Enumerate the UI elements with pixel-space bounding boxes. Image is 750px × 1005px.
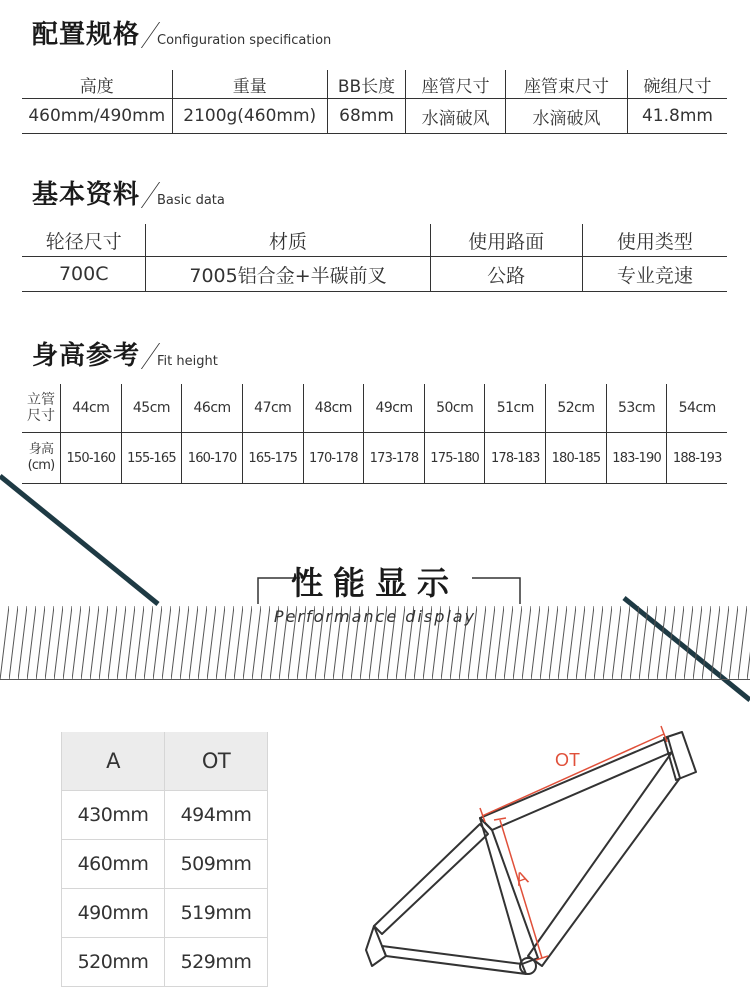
basic-value-cell: 专业竞速	[582, 257, 727, 292]
height-cell: 173-178	[364, 433, 425, 484]
ot-measure	[480, 726, 667, 822]
size-cell: 51cm	[485, 384, 546, 433]
frame-cell: 490mm	[62, 889, 165, 938]
height-cell: 165-175	[242, 433, 303, 484]
height-title-en: Fit height	[157, 354, 218, 369]
config-header-cell: 碗组尺寸	[627, 70, 727, 99]
frame-cell: 494mm	[165, 791, 268, 840]
config-value-cell: 2100g(460mm)	[172, 99, 327, 134]
basic-title-en: Basic data	[157, 193, 225, 208]
config-value-cell: 41.8mm	[627, 99, 727, 134]
frame-cell: 529mm	[165, 938, 268, 987]
height-cell: 155-165	[121, 433, 182, 484]
frame-outline	[366, 732, 696, 974]
height-cell: 180-185	[546, 433, 607, 484]
size-cell: 46cm	[182, 384, 243, 433]
config-header-cell: 座管尺寸	[406, 70, 506, 99]
height-label-line2: (cm)	[27, 458, 55, 473]
size-label-line2: 尺寸	[27, 408, 55, 424]
size-cell: 52cm	[546, 384, 607, 433]
height-cell: 178-183	[485, 433, 546, 484]
ot-label: OT	[555, 750, 580, 770]
frame-row	[62, 938, 268, 987]
config-title-en: Configuration specification	[157, 33, 332, 48]
config-header-cell: 重量	[172, 70, 327, 99]
config-value-cell: 68mm	[327, 99, 405, 134]
size-label-line1: 立管	[27, 392, 55, 408]
a-label: A	[512, 866, 531, 890]
config-header-cell: 座管束尺寸	[506, 70, 628, 99]
config-value-cell: 水滴破风	[406, 99, 506, 134]
size-cell: 53cm	[606, 384, 667, 433]
frame-row	[62, 889, 268, 938]
config-value-cell: 水滴破风	[506, 99, 628, 134]
basic-header-cell: 使用类型	[582, 224, 727, 257]
frame-header-row	[62, 732, 268, 791]
size-cell: 44cm	[61, 384, 122, 433]
config-title-zh: 配置规格	[32, 20, 141, 50]
basic-header-cell: 材质	[146, 224, 430, 257]
config-header-cell: BB长度	[327, 70, 405, 99]
height-title-zh: 身高参考	[32, 341, 141, 371]
bike-frame-diagram	[330, 720, 730, 1005]
height-cell: 160-170	[182, 433, 243, 484]
frame-row	[62, 840, 268, 889]
config-header-cell: 高度	[22, 70, 172, 99]
performance-title-en: Performance display	[273, 607, 477, 626]
frame-cell: 430mm	[62, 791, 165, 840]
frame-cell: 509mm	[165, 840, 268, 889]
size-cell: 54cm	[667, 384, 727, 433]
size-cell: 49cm	[364, 384, 425, 433]
height-cell: 175-180	[424, 433, 485, 484]
size-cell: 48cm	[303, 384, 364, 433]
height-cell: 188-193	[667, 433, 727, 484]
performance-title-zh: 性能显示	[290, 564, 459, 602]
height-cell: 183-190	[606, 433, 667, 484]
basic-value-cell: 700C	[22, 257, 146, 292]
frame-size-table	[61, 732, 268, 987]
size-cell: 45cm	[121, 384, 182, 433]
basic-value-cell: 公路	[430, 257, 582, 292]
frame-cell: 460mm	[62, 840, 165, 889]
basic-value-cell: 7005铝合金+半碳前叉	[146, 257, 430, 292]
size-cell: 50cm	[424, 384, 485, 433]
frame-cell: 520mm	[62, 938, 165, 987]
config-value-cell: 460mm/490mm	[22, 99, 172, 134]
frame-header-cell: A	[62, 732, 165, 791]
height-cell: 150-160	[61, 433, 122, 484]
height-label-line1: 身高	[28, 442, 54, 457]
basic-header-cell: 轮径尺寸	[22, 224, 146, 257]
basic-header-cell: 使用路面	[430, 224, 582, 257]
basic-title-zh: 基本资料	[32, 180, 141, 210]
frame-header-cell: OT	[165, 732, 268, 791]
frame-row	[62, 791, 268, 840]
height-cell: 170-178	[303, 433, 364, 484]
size-cell: 47cm	[242, 384, 303, 433]
frame-cell: 519mm	[165, 889, 268, 938]
